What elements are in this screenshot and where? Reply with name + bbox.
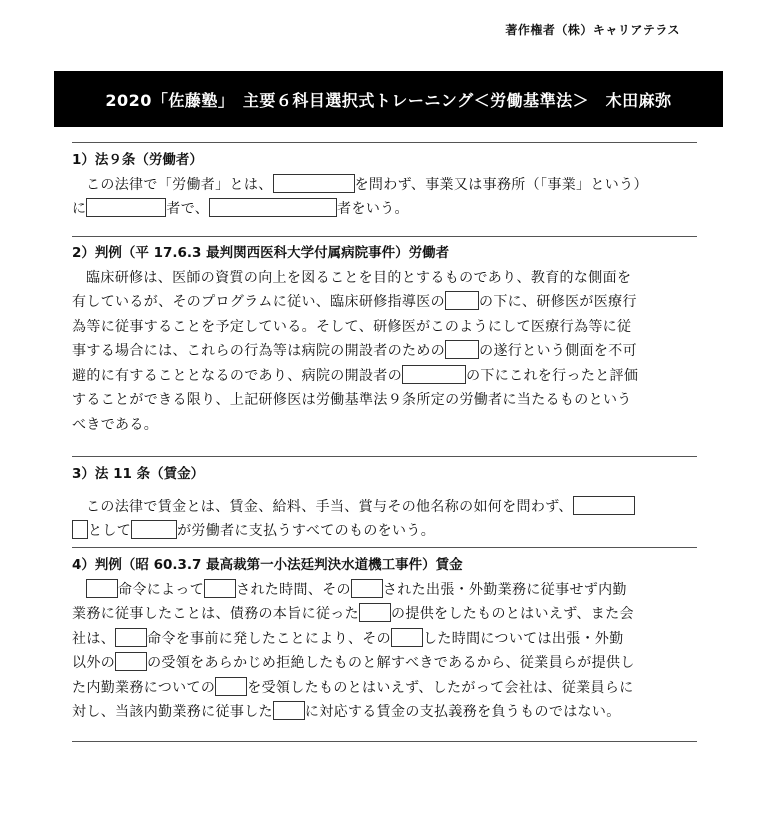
section-2-line-3: 為等に従事することを予定している。そして、研修医がこのようにして医療行為等に従 (72, 318, 632, 335)
divider (72, 236, 697, 237)
answer-blank[interactable] (351, 579, 383, 598)
section-3 (72, 462, 697, 544)
section-4-line-6: 対し、当該内勤業務に従事した に対応する賃金の支払義務を負うものではない。 (72, 700, 697, 725)
section-2-line-4: 事する場合には、これらの行為等は病院の開設者のための の遂行という側面を不可 (72, 339, 697, 364)
answer-blank[interactable] (445, 291, 479, 310)
answer-blank[interactable] (402, 365, 466, 384)
section-1 (72, 148, 697, 222)
divider (72, 456, 697, 457)
answer-blank[interactable] (131, 520, 177, 539)
section-2-line-6: することができる限り、上記研修医は労働基準法９条所定の労働者に当たるものという (72, 392, 632, 408)
answer-blank[interactable] (115, 652, 147, 671)
divider (72, 547, 697, 548)
section-2-line-5: 避的に有することとなるのであり、病院の開設者の の下にこれを行ったと評価 (72, 364, 697, 389)
answer-blank[interactable] (204, 579, 236, 598)
section-2-line-2: 有しているが、そのプログラムに従い、臨床研修指導医の の下に、研修医が医療行 (72, 290, 697, 315)
section-2-heading: 2）判例（平 17.6.3 最判関西医科大学付属病院事件）労働者 (72, 245, 450, 261)
title-banner: 2020「佐藤塾」 主要６科目選択式トレーニング＜労働基準法＞ 木田麻弥 (54, 71, 723, 127)
answer-blank[interactable] (209, 198, 337, 217)
answer-blank[interactable] (573, 496, 635, 515)
section-3-line-1: この法律で賃金とは、賃金、給料、手当、賞与その他名称の如何を問わず、 (72, 495, 697, 520)
section-4-line-3: 社は、 命令を事前に発したことにより、その した時間については出張・外勤 (72, 627, 697, 652)
section-4-line-2: 業務に従事したことは、債務の本旨に従った の提供をしたものとはいえず、また会 (72, 602, 697, 627)
answer-blank[interactable] (115, 628, 147, 647)
section-3-line-2: として が労働者に支払うすべてのものをいう。 (72, 519, 697, 544)
copyright-notice: 著作権者（株）キャリアテラス (505, 23, 680, 37)
section-1-line-2: に 者で、 者をいう。 (72, 197, 697, 222)
section-4-heading: 4）判例（昭 60.3.7 最高裁第一小法廷判決水道機工事件）賃金 (72, 557, 463, 573)
answer-blank[interactable] (86, 579, 118, 598)
answer-blank[interactable] (445, 340, 479, 359)
section-1-heading: 1）法９条（労働者） (72, 152, 203, 168)
answer-blank[interactable] (215, 677, 247, 696)
section-2-line-7: べきである。 (72, 416, 159, 433)
answer-blank[interactable] (391, 628, 423, 647)
section-2 (72, 241, 697, 437)
section-4-line-4: 以外の の受領をあらかじめ拒絶したものと解すべきであるから、従業員らが提供し (72, 651, 697, 676)
section-4-line-5: た内勤業務についての を受領したものとはいえず、したがって会社は、従業員らに (72, 676, 697, 701)
section-2-line-1: 臨床研修は、医師の資質の向上を図ることを目的とするものであり、教育的な側面を (86, 269, 632, 286)
answer-blank[interactable] (86, 198, 166, 217)
section-4-line-1: 命令によって された時間、その された出張・外勤業務に従事せず内勤 (72, 578, 697, 603)
answer-blank[interactable] (273, 701, 305, 720)
section-4 (72, 553, 697, 725)
answer-blank[interactable] (273, 174, 355, 193)
answer-blank[interactable] (359, 603, 391, 622)
answer-blank[interactable] (72, 520, 88, 539)
section-3-heading: 3）法 11 条（賃金） (72, 466, 205, 482)
divider (72, 142, 697, 143)
divider (72, 741, 697, 742)
section-1-line-1: この法律で「労働者」とは、 を問わず、事業又は事務所（「事業」という） (72, 173, 697, 198)
